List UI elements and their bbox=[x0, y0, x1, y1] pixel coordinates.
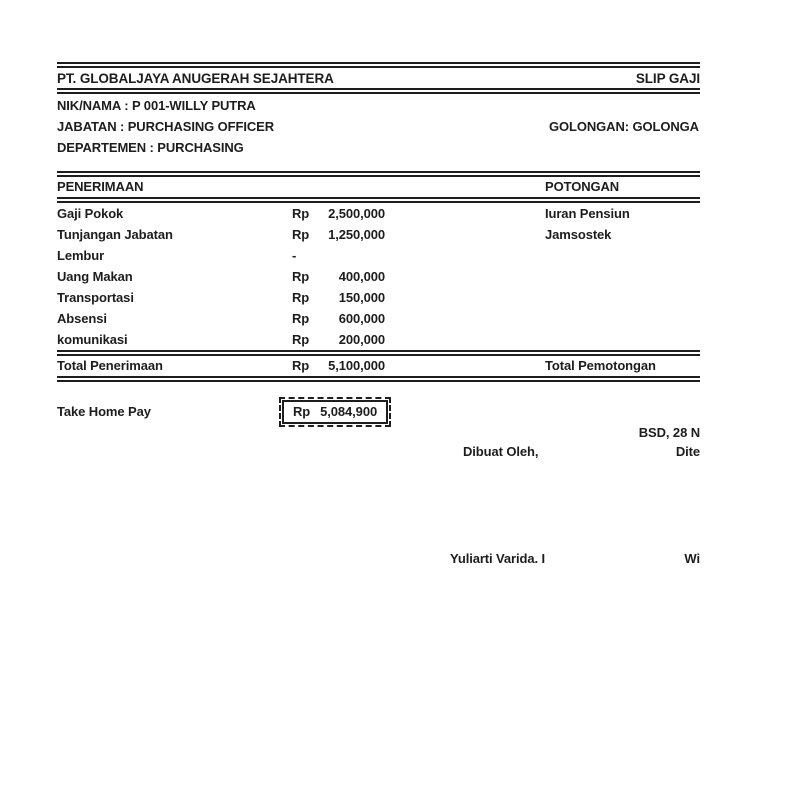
table-row bbox=[57, 266, 700, 287]
earning-label: Lembur bbox=[57, 248, 105, 263]
currency-symbol: - bbox=[292, 248, 297, 263]
place-date: BSD, 28 N bbox=[638, 425, 700, 440]
employee-departemen-row bbox=[57, 137, 700, 158]
take-home-pay-box bbox=[282, 400, 388, 424]
table-row bbox=[57, 224, 700, 245]
employee-jabatan-row bbox=[57, 116, 700, 137]
total-earnings-amount: 5,100,000 bbox=[328, 358, 385, 373]
total-currency-symbol: Rp bbox=[292, 358, 310, 373]
signature-space bbox=[57, 461, 700, 551]
currency-symbol: Rp bbox=[292, 332, 310, 347]
take-home-pay-label: Take Home Pay bbox=[57, 404, 151, 419]
employee-nik-nama: NIK/NAMA : P 001-WILLY PUTRA bbox=[57, 98, 256, 113]
earning-label: Tunjangan Jabatan bbox=[57, 227, 173, 242]
document-title: SLIP GAJI bbox=[635, 70, 700, 86]
signature-labels-row bbox=[57, 440, 700, 461]
currency-symbol: Rp bbox=[292, 311, 310, 326]
take-home-pay-amount: 5,084,900 bbox=[320, 404, 378, 419]
table-row bbox=[57, 287, 700, 308]
spacer bbox=[57, 158, 700, 171]
table-row bbox=[57, 329, 700, 350]
table-row bbox=[57, 203, 700, 224]
employee-departemen: DEPARTEMEN : PURCHASING bbox=[57, 140, 244, 155]
take-home-pay-row bbox=[57, 398, 700, 426]
earnings-header: PENERIMAAN bbox=[57, 179, 144, 194]
total-earnings-label: Total Penerimaan bbox=[57, 358, 163, 373]
earning-label: Gaji Pokok bbox=[57, 206, 124, 221]
employee-info bbox=[57, 94, 700, 158]
received-by-label: Dite bbox=[675, 444, 700, 459]
employee-jabatan: JABATAN : PURCHASING OFFICER bbox=[57, 119, 274, 134]
deduction-label: Jamsostek bbox=[545, 227, 612, 242]
earning-label: komunikasi bbox=[57, 332, 128, 347]
currency-symbol: Rp bbox=[292, 290, 310, 305]
earning-label: Absensi bbox=[57, 311, 107, 326]
received-by-name: Wi bbox=[684, 551, 700, 566]
employee-golongan: GOLONGAN: GOLONGA bbox=[549, 119, 699, 134]
earnings-deductions-rows bbox=[57, 203, 700, 350]
deduction-label: Iuran Pensiun bbox=[545, 206, 630, 221]
prepared-by-label: Dibuat Oleh, bbox=[463, 444, 539, 459]
table-column-headers bbox=[57, 177, 700, 197]
currency-symbol: Rp bbox=[292, 269, 310, 284]
place-date-row bbox=[57, 426, 700, 440]
total-deductions-label: Total Pemotongan bbox=[545, 358, 656, 373]
deductions-header: POTONGAN bbox=[545, 179, 620, 194]
earning-label: Uang Makan bbox=[57, 269, 133, 284]
earning-amount: 1,250,000 bbox=[328, 227, 385, 242]
salary-slip-document bbox=[57, 62, 700, 582]
earning-amount: 400,000 bbox=[338, 269, 385, 284]
spacer bbox=[57, 382, 700, 398]
total-row bbox=[57, 356, 700, 376]
earning-amount: 2,500,000 bbox=[328, 206, 385, 221]
document-header bbox=[57, 68, 700, 88]
earning-label: Transportasi bbox=[57, 290, 134, 305]
take-home-pay-currency: Rp bbox=[293, 404, 311, 419]
earning-amount: 600,000 bbox=[338, 311, 385, 326]
earning-amount: 150,000 bbox=[338, 290, 385, 305]
table-row bbox=[57, 308, 700, 329]
signature-names-row bbox=[57, 551, 700, 566]
currency-symbol: Rp bbox=[292, 227, 310, 242]
earning-amount: 200,000 bbox=[338, 332, 385, 347]
company-name: PT. GLOBALJAYA ANUGERAH SEJAHTERA bbox=[57, 70, 334, 86]
employee-nik-row bbox=[57, 95, 700, 116]
prepared-by-name: Yuliarti Varida. I bbox=[450, 551, 546, 566]
currency-symbol: Rp bbox=[292, 206, 310, 221]
table-row bbox=[57, 245, 700, 266]
